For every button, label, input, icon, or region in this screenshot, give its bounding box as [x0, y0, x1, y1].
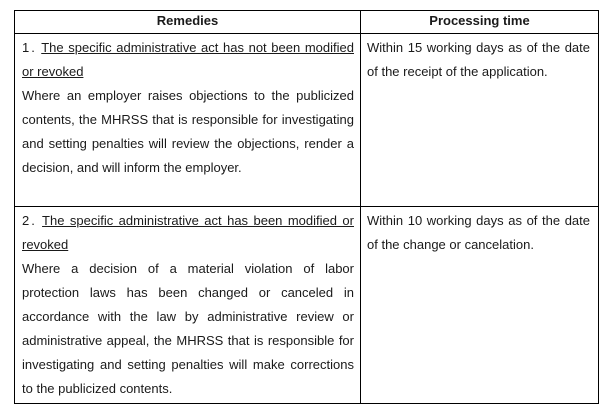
remedy-heading: The specific administrative act has been modified or revoked	[22, 213, 354, 252]
table-row	[15, 207, 599, 404]
processing-time-cell	[361, 34, 599, 207]
processing-time-cell	[361, 207, 599, 404]
remedy-heading: The specific administrative act has not been modified or revoked	[22, 40, 354, 79]
remedy-description: Where a decision of a material violation of labor protection laws has been changed or canceled in accordance with the law by administrative review or administrative appeal, the MHRSS that is responsible for investigating and setting penalties will make corrections to the publicized contents.	[22, 261, 354, 396]
remedy-cell	[15, 207, 361, 404]
table-header-row	[15, 11, 599, 34]
remedy-number: 1.	[22, 40, 37, 55]
remedy-description: Where an employer raises objections to the publicized contents, the MHRSS that is responsible for investigating and setting penalties will review the objections, render a decision, and will inform the employer.	[22, 88, 354, 175]
processing-time-text: Within 15 working days as of the date of the receipt of the application.	[367, 40, 590, 79]
header-processing-time: Processing time	[361, 11, 599, 34]
processing-time-text: Within 10 working days as of the date of the change or cancelation.	[367, 213, 590, 252]
remedy-cell	[15, 34, 361, 207]
header-remedies: Remedies	[15, 11, 361, 34]
remedies-table	[14, 10, 599, 404]
remedy-number: 2.	[22, 213, 37, 228]
table-row	[15, 34, 599, 207]
